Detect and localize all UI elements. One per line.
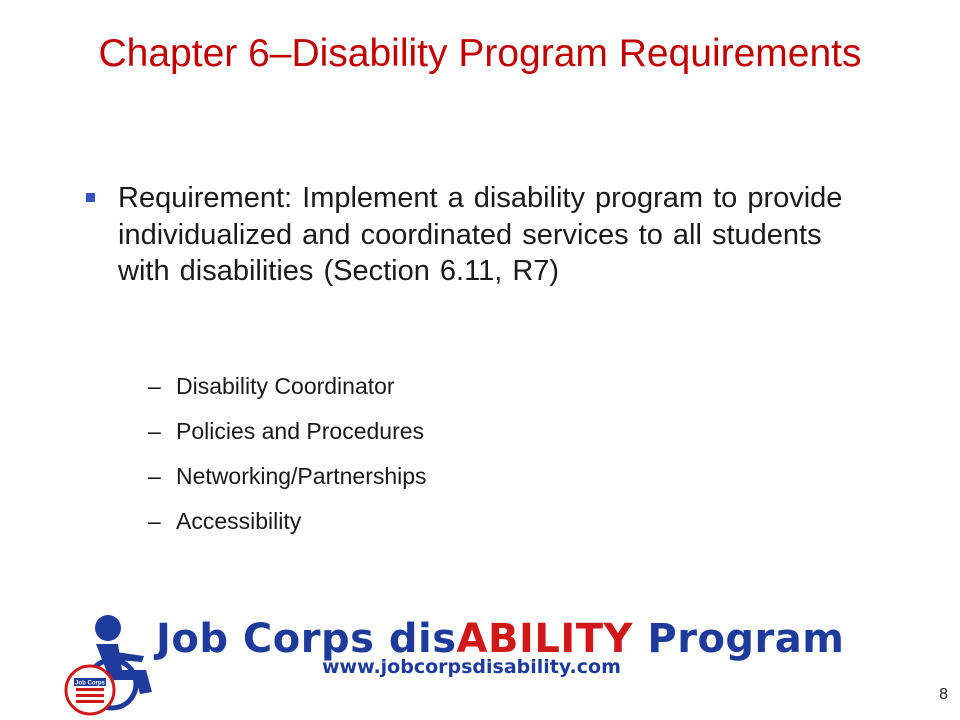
dash-marker: –	[148, 463, 161, 489]
sub-bullet-item	[148, 364, 427, 409]
sub-bullet-text: Accessibility	[176, 508, 302, 534]
dash-marker: –	[148, 508, 161, 534]
sub-bullet-item	[148, 409, 427, 454]
sub-bullet-list	[148, 364, 427, 544]
seal-text: Job Corps	[75, 680, 105, 687]
wheelchair-user-icon	[60, 608, 170, 718]
slide-title: Chapter 6–Disability Program Requirements	[98, 32, 862, 75]
sub-bullet-item	[148, 499, 427, 544]
sub-bullet-text: Disability Coordinator	[176, 373, 395, 399]
logo-title-part1: Job Corps dis	[156, 616, 457, 662]
main-bullet-text: Requirement: Implement a disability program to provide individualized and coordinated services to all students with disabilities (Section 6.11, R7)	[118, 182, 843, 287]
logo-title-part3: Program	[632, 616, 845, 662]
main-bullet	[86, 180, 876, 290]
page-number: 8	[939, 686, 948, 703]
sub-bullet-text: Networking/Partnerships	[176, 463, 427, 489]
job-corps-logo	[60, 608, 880, 718]
logo-title-ability: ABILITY	[456, 616, 633, 662]
dash-marker: –	[148, 418, 161, 444]
square-bullet-icon	[86, 193, 95, 202]
sub-bullet-text: Policies and Procedures	[176, 418, 425, 444]
seal-icon	[66, 666, 114, 714]
dash-marker: –	[148, 373, 161, 399]
logo-url: www.jobcorpsdisability.com	[322, 656, 621, 678]
sub-bullet-item	[148, 454, 427, 499]
